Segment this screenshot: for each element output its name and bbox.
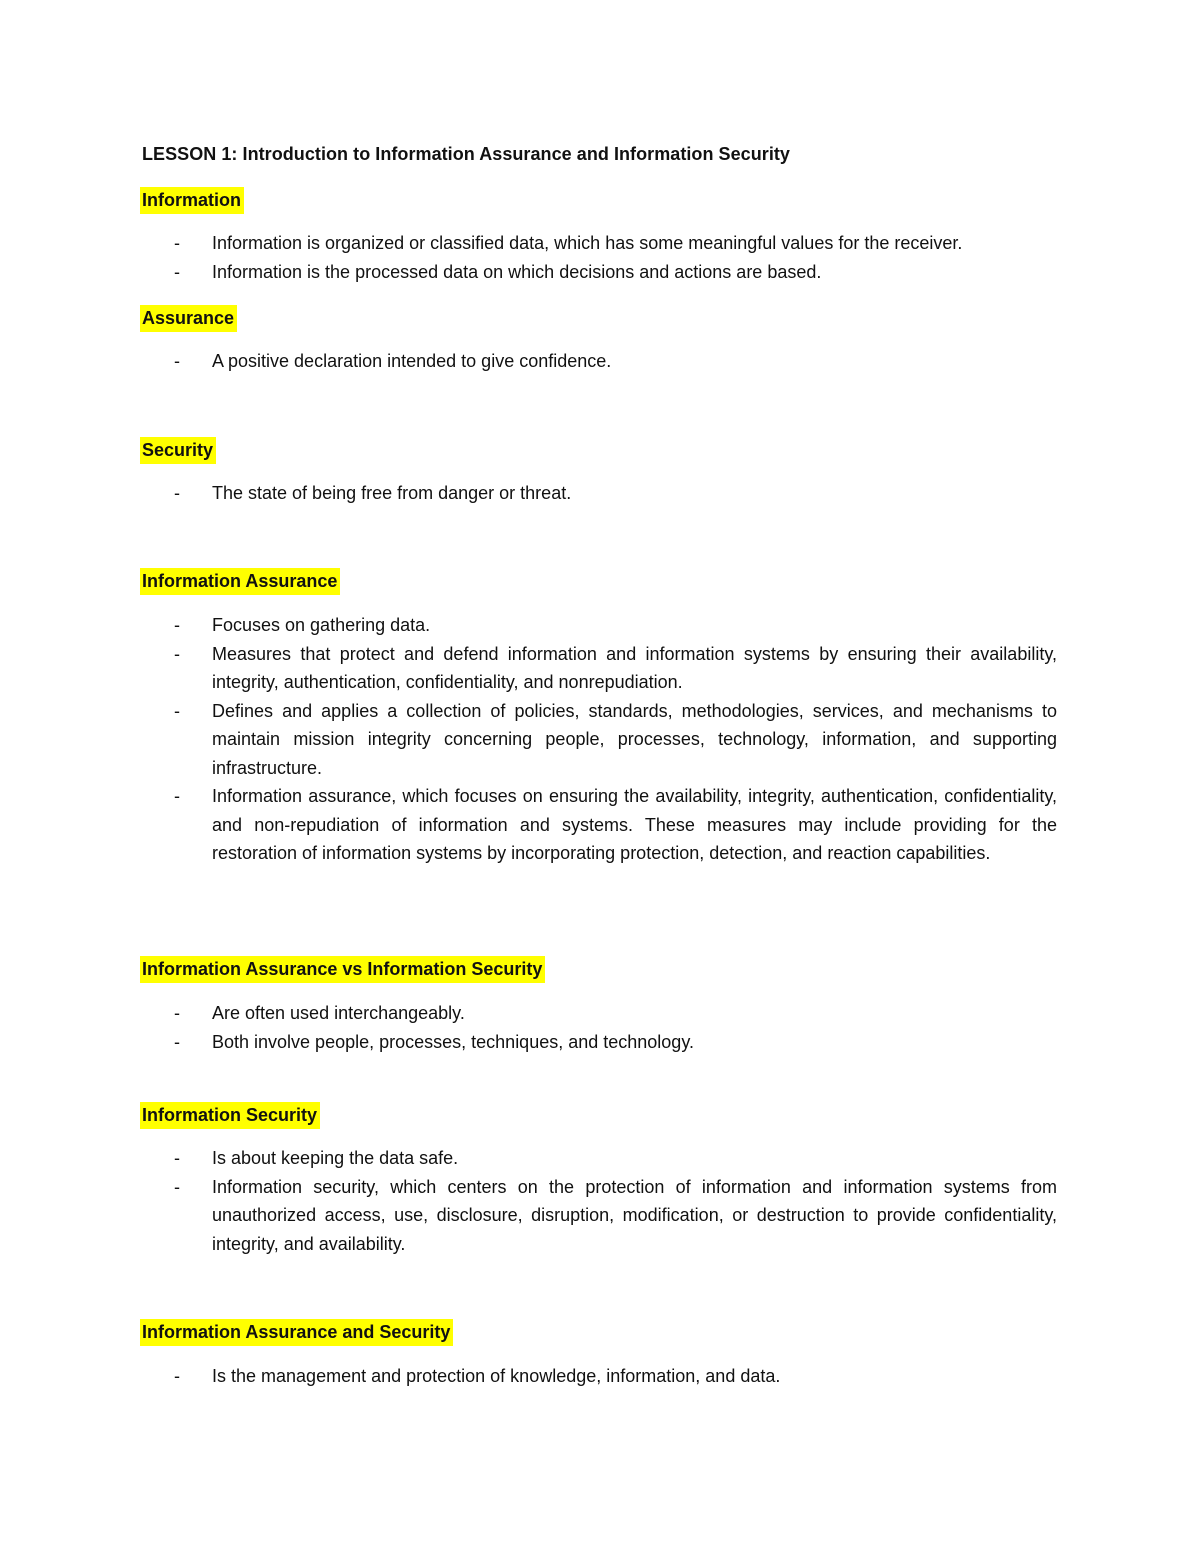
dash-bullet: - <box>174 1176 180 1197</box>
list-item: - The state of being free from danger or threat. <box>142 479 1057 508</box>
list-item: - Information security, which centers on the protection of information and information systems from unauthorized access, use, disclosure, disruption, modification, or destruction to provide confidentiality, integrity, and availability. <box>142 1173 1057 1259</box>
dash-bullet: - <box>174 1003 180 1023</box>
section-heading-assurance: Assurance <box>140 305 237 332</box>
dash-bullet: - <box>174 786 180 806</box>
section-list-security <box>142 479 1057 508</box>
dash-bullet: - <box>174 700 180 721</box>
dash-bullet: - <box>174 233 180 253</box>
list-item: - Are often used interchangeably. <box>142 999 1057 1028</box>
dash-bullet: - <box>174 643 180 664</box>
list-item: - Is the management and protection of knowledge, information, and data. <box>142 1362 1057 1391</box>
section-heading-information-assurance: Information Assurance <box>140 568 340 595</box>
list-item: - Information is the processed data on which decisions and actions are based. <box>142 258 1057 287</box>
section-heading-information: Information <box>140 187 244 214</box>
section-list-information-security <box>142 1144 1057 1258</box>
dash-bullet: - <box>174 1031 180 1052</box>
list-item: - Information is organized or classified data, which has some meaningful values for the receiver. <box>142 229 1057 258</box>
section-heading-information-security: Information Security <box>140 1102 320 1129</box>
dash-bullet: - <box>174 351 180 371</box>
list-item: - Is about keeping the data safe. <box>142 1144 1057 1173</box>
lesson-title: LESSON 1: Introduction to Information Assurance and Information Security <box>142 144 790 164</box>
list-item: - Defines and applies a collection of policies, standards, methodologies, services, and mechanisms to maintain mission integrity concerning people, processes, technology, information, and supporting infrastructure. <box>142 697 1057 783</box>
section-heading-security: Security <box>140 437 216 464</box>
section-heading-ia-and-security: Information Assurance and Security <box>140 1319 453 1346</box>
list-item: - Measures that protect and defend information and information systems by ensuring their availability, integrity, authentication, confidentiality, and nonrepudiation. <box>142 640 1057 697</box>
section-list-information <box>142 229 1057 286</box>
list-item: - A positive declaration intended to give confidence. <box>142 347 1057 376</box>
list-item: - Both involve people, processes, techniques, and technology. <box>142 1028 1057 1057</box>
list-item: - Information assurance, which focuses on ensuring the availability, integrity, authentication, confidentiality, and non-repudiation of information and systems. These measures may include providing for the restoration of information systems by incorporating protection, detection, and reaction capabilities. <box>142 782 1057 868</box>
section-heading-ia-vs-is: Information Assurance vs Information Security <box>140 956 545 983</box>
dash-bullet: - <box>174 483 180 503</box>
dash-bullet: - <box>174 1148 180 1168</box>
dash-bullet: - <box>174 615 180 635</box>
dash-bullet: - <box>174 1366 180 1386</box>
dash-bullet: - <box>174 261 180 282</box>
section-list-assurance <box>142 347 1057 376</box>
section-list-ia-vs-is <box>142 999 1057 1056</box>
list-item: - Focuses on gathering data. <box>142 611 1057 640</box>
section-list-ia-and-security <box>142 1362 1057 1391</box>
section-list-information-assurance <box>142 611 1057 868</box>
